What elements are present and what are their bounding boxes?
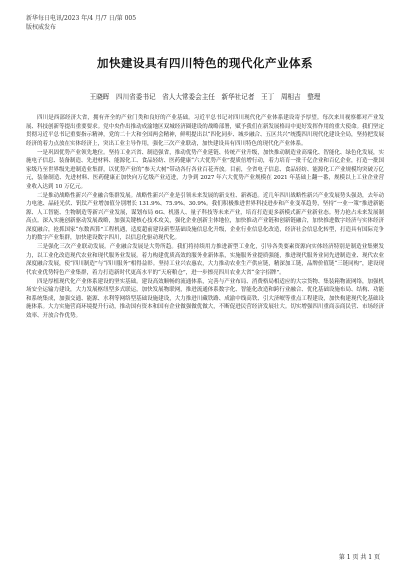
article-body	[26, 114, 384, 321]
paragraph: 四是厚植现代化产业体系建设的坚实基础。建设高效顺畅的流通体系，完善与产业布局、消费格局相适应的大宗货物、集装箱物流网络，加强机场安全运输力建设，大力发展枢纽型多式联运，加快发展物联网，推进流通体系数字化、智能化改造和跨行业融合、优化基础设施布局、结构、功能和系统集成，加强交通、能源、水利等网络型基础设施建设，大力推进川藏铁路、成渝中线高铁、引大济岷等重点工程建设，加快构建现代化基础设施体系。大力实施营商环境提升行动，推动国有资本和国有企业做强做优做大，不断促进民营经济发展壮大。切实增强四川重商亲商民营、市场经济效率、开放合作优势。	[26, 278, 384, 319]
paragraph: 一是巩固优势产业领先地位。坚持工业兴省、制造强省，推动优势产业延链、传统产业升级，加快推动制造业高端化、智能化、绿色化发展，实施电子信息、装备制造、先进材料、能源化工、食品轻纺、医药健康“六大优势产业”提质倍增行动，着力培育一批千亿企业和百亿企业，打造一批国家级乃至世界级先进制造业集群，以优势产业的“参天大树”带动各行各业百花齐放。目前，全省电子信息、食品轻纺、能源化工产业规模均突破万亿元，装备制造、先进材料、医药健康正加快向万亿级产业迈进，力争到 2027 年六大优势产业规模在 2021 年基础上翻一番，规模以上工业企业营业收入达到 10 万亿元。	[26, 149, 384, 190]
source-meta	[26, 14, 136, 32]
source-meta-line-2: 版权威发布	[26, 24, 57, 31]
article-byline: 王晓晖 四川省委书记 省人大常委会主任 新华社记者 王丁 周相吉 整理	[89, 93, 321, 101]
page-number: 第 1 页 共 1 页	[338, 554, 380, 561]
paragraph: 四川是西部经济大省，拥有齐全的产业门类和良好的产业基础。习近平总书记对四川现代化产业体系建设寄予厚望。每次来川视察都对产业发展、科技创新等提出重要要求。党中央作出推动成渝地区双城经济圈建设的战略部署，赋予我们在新发展格局中更好发挥作用的重大使命。我们坚定贯彻习近平总书记重要指示精神，党的二十大和全国两会精神，鲜明提出以“四化同步、城乡融合、五区共兴”统揽四川现代化建设全局，坚持把发展经济的着力点放在实体经济上，突出工业主导作用，强化三次产业联动，加快建设具有四川特色的现代化产业体系。	[26, 115, 384, 147]
paragraph: 二是推动战略性新兴产业融合集群发展。战略性新兴产业是引领未来发展的新支柱、新赛道。近几年四川战略性新兴产业发展势头强劲，去年动力电池、晶硅光伏、钒钛产业增加值分别增长 131.9%、75.9%、30.9%。我们积极推进世界科技进步和产业变革趋势，坚持“一业一策”推进新能源、人工智能、生物制造等新兴产业发展，谋划布局 6G、机器人、量子科技等未来产业，培育打造更多新模式新产业新业态。努力抢占未来发展制高点。深入实施创新驱动发展战略，加强关键核心技术攻关，强化企业创新主体地位，加快推动产业链和创新链融合，加快推进数字经济与实体经济深度融合，抢抓国家“东数西算”工程机遇，适度超前建设新型基础设施信息化升级，企业行业信息化改造，经济社会信息化转型，打造具有国际竞争力的数字产业集群，加快建设数字四川，以信息化驱动现代化。	[26, 192, 384, 242]
source-meta-line-1: 新华每日电讯/2023 年/4 月/7 日/第 005	[26, 15, 137, 22]
article-title: 加快建设具有四川特色的现代化产业体系	[97, 56, 313, 70]
paragraph: 三是强化三次产业联动发展。产业融合发展是大势所趋。我们将持续用力推进新型工业化，引导各类要素资源向实体经济特别是制造业集聚发力，以工业化改造现代农业和现代服务业发展。着力构建优质高效的服务业新体系，实施服务业提质强能，推进现代服务业同先进制造业、现代农业深度融合发展，使“四川制造”与“四川服务”相得益彰。坚持工业兴农惠农，大力推动农业生产供应链，精深加工链，品牌价值链“三链同构”，建设现代农业优势特色产业集群，着力打造新时代更高水平的“天府粮仓”，进一步擦亮四川农业大省“金字招牌”。	[26, 244, 384, 276]
